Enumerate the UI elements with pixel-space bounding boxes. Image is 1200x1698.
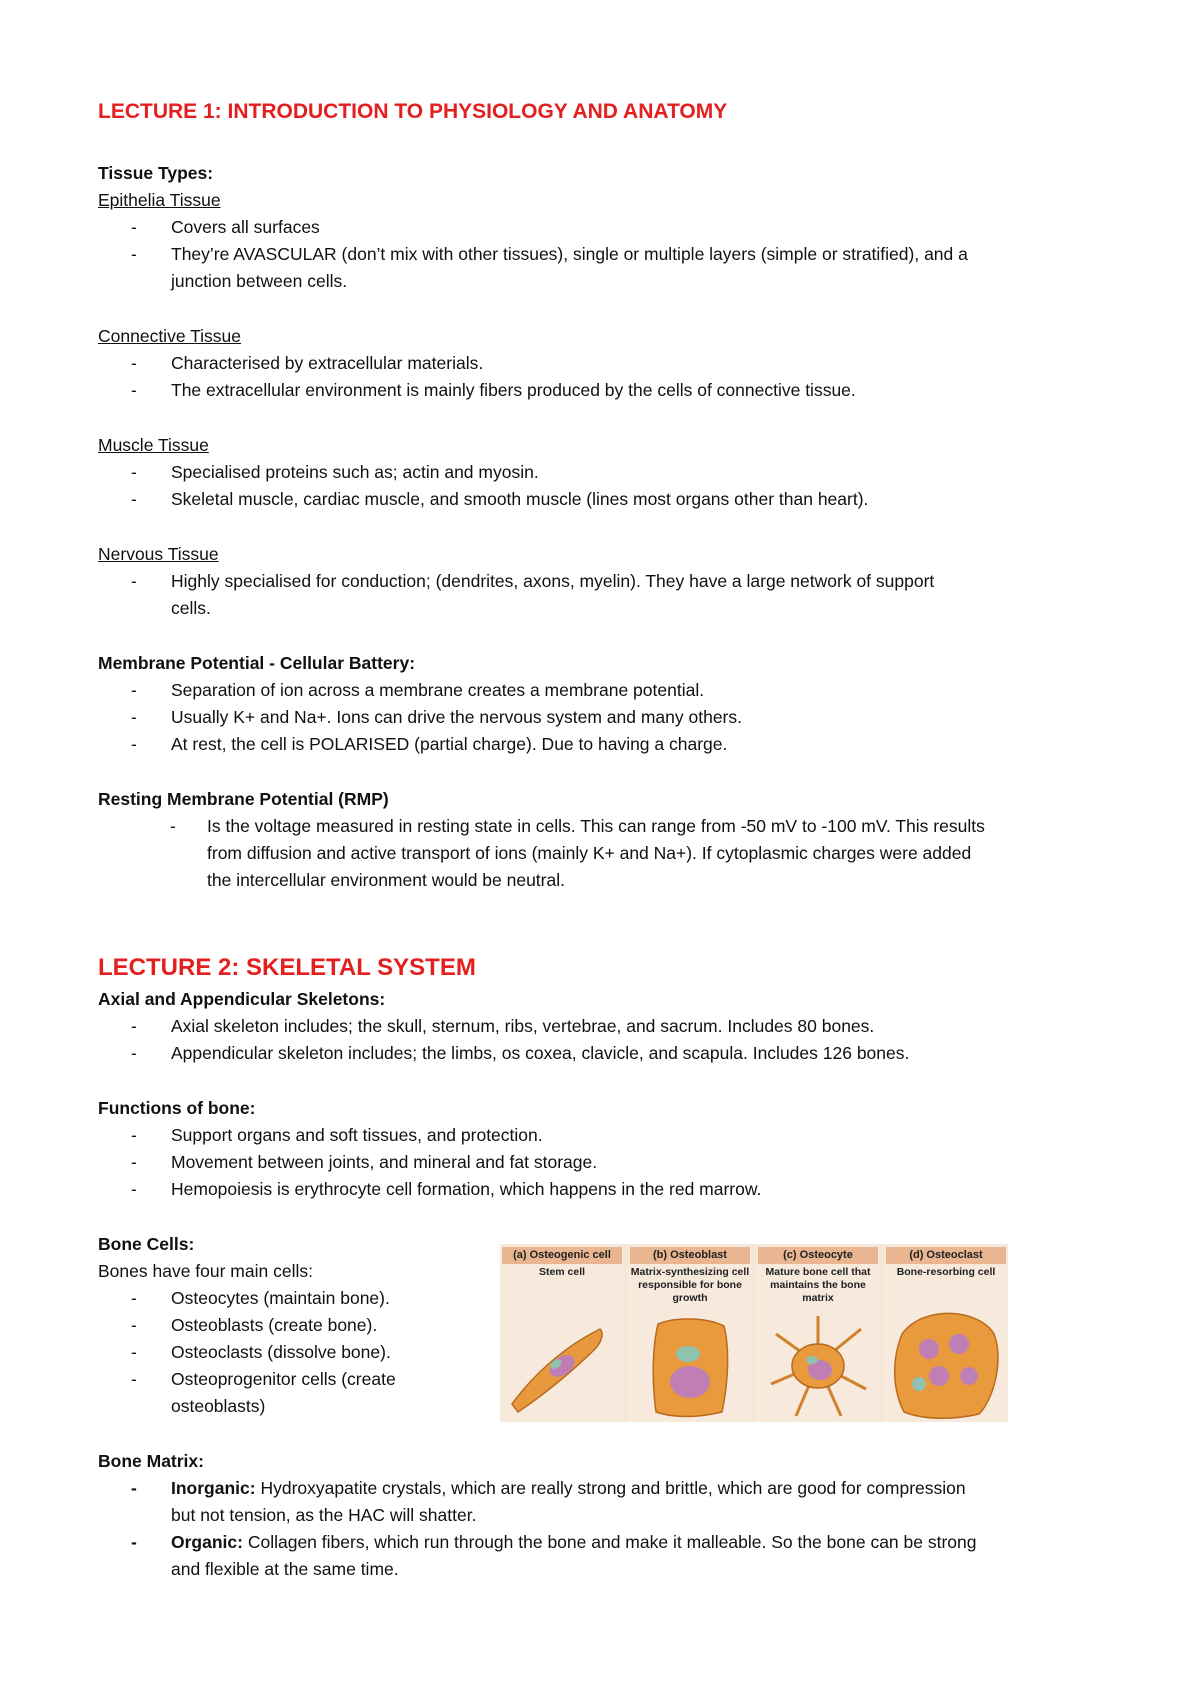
epithelia-item-1: Covers all surfaces: [171, 217, 320, 237]
epithelia-item-2: They’re AVASCULAR (don’t mix with other tissues), single or multiple layers (simple or stratified), and a: [171, 244, 968, 264]
axial-item-2: Appendicular skeleton includes; the limbs, os coxea, clavicle, and scapula. Includes 126 bones.: [171, 1043, 910, 1063]
bullet-dash: -: [131, 571, 137, 591]
rmp-item-1-cont2: the intercellular environment would be neutral.: [207, 870, 565, 890]
epithelia-heading: Epithelia Tissue: [98, 190, 221, 210]
bullet-dash: -: [131, 1125, 137, 1145]
nervous-heading: Nervous Tissue: [98, 544, 219, 564]
axial-heading: Axial and Appendicular Skeletons:: [98, 989, 386, 1009]
panel-caption: (b) Osteoblast: [630, 1247, 750, 1264]
functions-item-1: Support organs and soft tissues, and protection.: [171, 1125, 543, 1145]
osteoclast-illustration: [884, 1304, 1008, 1422]
membrane-item-2: Usually K+ and Na+. Ions can drive the nervous system and many others.: [171, 707, 742, 727]
epithelia-item-2-cont: junction between cells.: [171, 271, 348, 291]
bullet-dash: -: [131, 707, 137, 727]
matrix-organic-cont: and flexible at the same time.: [171, 1559, 399, 1579]
bullet-dash: -: [131, 1152, 137, 1172]
membrane-item-1: Separation of ion across a membrane creates a membrane potential.: [171, 680, 705, 700]
membrane-item-3: At rest, the cell is POLARISED (partial charge). Due to having a charge.: [171, 734, 728, 754]
tissue-types-heading: Tissue Types:: [98, 163, 214, 183]
functions-item-3: Hemopoiesis is erythrocyte cell formation, which happens in the red marrow.: [171, 1179, 762, 1199]
inorganic-text: Hydroxyapatite crystals, which are really strong and brittle, which are good for compression: [255, 1478, 966, 1498]
muscle-item-1: Specialised proteins such as; actin and myosin.: [171, 462, 539, 482]
bone-cells-item-2: Osteoblasts (create bone).: [171, 1315, 378, 1335]
bullet-dash: -: [131, 1016, 137, 1036]
bone-cells-figure: [500, 1244, 1008, 1422]
bullet-dash: -: [131, 244, 137, 264]
bone-cells-item-3: Osteoclasts (dissolve bone).: [171, 1342, 391, 1362]
panel-subtitle: Bone-resorbing cell: [896, 1266, 996, 1278]
connective-heading: Connective Tissue: [98, 326, 241, 346]
functions-item-2: Movement between joints, and mineral and fat storage.: [171, 1152, 598, 1172]
membrane-heading: Membrane Potential - Cellular Battery:: [98, 653, 416, 673]
bone-cells-item-4-cont: osteoblasts): [171, 1396, 266, 1416]
panel-caption: (a) Osteogenic cell: [502, 1247, 622, 1264]
lecture-1-title: LECTURE 1: INTRODUCTION TO PHYSIOLOGY AND ANATOMY: [98, 100, 728, 123]
functions-heading: Functions of bone:: [98, 1098, 256, 1118]
panel-caption: (d) Osteoclast: [886, 1247, 1006, 1264]
bullet-dash: -: [131, 1315, 137, 1335]
connective-item-2: The extracellular environment is mainly fibers produced by the cells of connective tissue.: [171, 380, 856, 400]
connective-item-1: Characterised by extracellular materials.: [171, 353, 484, 373]
bullet-dash: -: [131, 217, 137, 237]
figure-panel-osteogenic: [500, 1244, 624, 1422]
figure-panel-osteoblast: [628, 1244, 752, 1422]
bone-cells-heading: Bone Cells:: [98, 1234, 195, 1254]
bone-cells-item-1: Osteocytes (maintain bone).: [171, 1288, 390, 1308]
bullet-dash: -: [131, 462, 137, 482]
bone-cells-intro: Bones have four main cells:: [98, 1261, 313, 1281]
bone-cells-item-4: Osteoprogenitor cells (create: [171, 1369, 396, 1389]
bullet-dash: -: [131, 1369, 137, 1389]
bullet-dash: -: [131, 353, 137, 373]
osteocyte-illustration: [756, 1304, 880, 1422]
bullet-dash: -: [131, 1043, 137, 1063]
bullet-dash: -: [131, 680, 137, 700]
bullet-dash: -: [131, 1288, 137, 1308]
bullet-dash: -: [131, 1179, 137, 1199]
bullet-dash: -: [131, 1532, 137, 1552]
matrix-organic: [171, 1529, 977, 1556]
rmp-heading: Resting Membrane Potential (RMP): [98, 789, 389, 809]
panel-caption: (c) Osteocyte: [758, 1247, 878, 1264]
axial-item-1: Axial skeleton includes; the skull, sternum, ribs, vertebrae, and sacrum. Includes 80 bones.: [171, 1016, 875, 1036]
organic-label: Organic:: [171, 1532, 243, 1552]
muscle-item-2: Skeletal muscle, cardiac muscle, and smooth muscle (lines most organs other than heart).: [171, 489, 869, 509]
figure-panel-osteocyte: [756, 1244, 880, 1422]
rmp-item-1: Is the voltage measured in resting state in cells. This can range from -50 mV to -100 mV. This results: [207, 816, 985, 836]
bullet-dash: -: [131, 734, 137, 754]
panel-subtitle: Matrix-synthesizing cell responsible for bone growth: [630, 1266, 750, 1304]
panel-subtitle: Stem cell: [538, 1266, 586, 1278]
bullet-dash: -: [131, 1478, 137, 1498]
nervous-item-1: Highly specialised for conduction; (dendrites, axons, myelin). They have a large network of support: [171, 571, 935, 591]
muscle-heading: Muscle Tissue: [98, 435, 209, 455]
nervous-item-1-cont: cells.: [171, 598, 211, 618]
bullet-dash: -: [131, 1342, 137, 1362]
rmp-item-1-cont: from diffusion and active transport of ions (mainly K+ and Na+). If cytoplasmic charges were added: [207, 843, 972, 863]
osteogenic-cell-illustration: [500, 1304, 624, 1422]
panel-subtitle: Mature bone cell that maintains the bone matrix: [765, 1266, 871, 1304]
osteoblast-illustration: [628, 1304, 752, 1422]
matrix-inorganic: [171, 1475, 966, 1502]
inorganic-label: Inorganic:: [171, 1478, 256, 1498]
organic-text: Collagen fibers, which run through the bone and make it malleable. So the bone can be strong: [242, 1532, 977, 1552]
figure-panel-osteoclast: [884, 1244, 1008, 1422]
bullet-dash: -: [131, 489, 137, 509]
matrix-heading: Bone Matrix:: [98, 1451, 204, 1471]
bullet-dash: -: [170, 816, 176, 836]
bullet-dash: -: [131, 380, 137, 400]
matrix-inorganic-cont: but not tension, as the HAC will shatter.: [171, 1505, 477, 1525]
lecture-2-title: LECTURE 2: SKELETAL SYSTEM: [98, 954, 476, 981]
